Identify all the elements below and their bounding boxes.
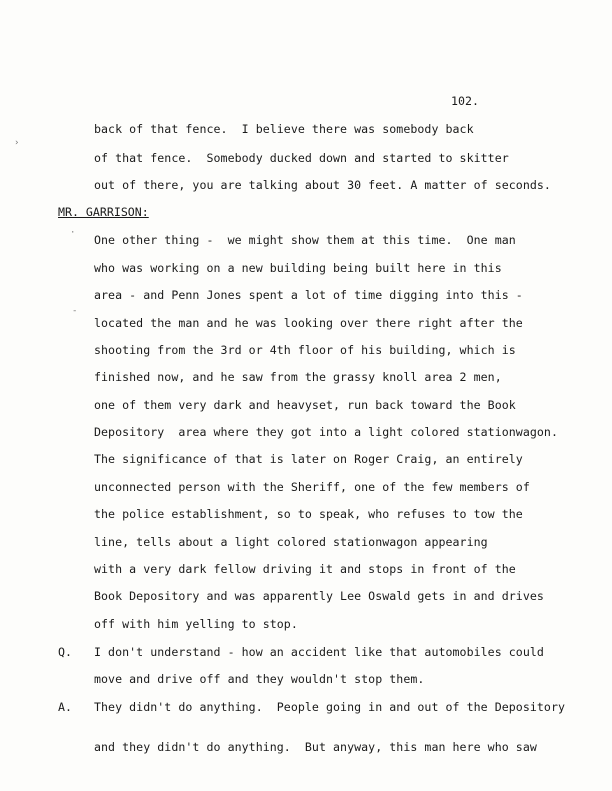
text-line: I don't understand - how an accident like that automobiles could [94,645,544,659]
margin-mark: › [14,138,20,148]
text-line: off with him yelling to stop. [94,617,298,631]
text-line: line, tells about a light colored stationwagon appearing [94,535,488,549]
text-line: one of them very dark and heavyset, run back toward the Book [94,398,516,412]
text-line: Book Depository and was apparently Lee Oswald gets in and drives [94,589,544,603]
text-line: and they didn't do anything. But anyway, this man here who saw [94,740,537,754]
margin-mark: · [70,228,76,238]
text-line: unconnected person with the Sheriff, one of the few members of [94,480,530,494]
page-number: 102. [451,94,479,108]
label-a: A. [58,700,72,714]
text-line: out of there, you are talking about 30 feet. A matter of seconds. [94,178,551,192]
text-line: of that fence. Somebody ducked down and started to skitter [94,151,509,165]
margin-mark: - [72,306,78,316]
text-line: move and drive off and they wouldn't stop them. [94,672,425,686]
text-line: finished now, and he saw from the grassy knoll area 2 men, [94,370,502,384]
text-line: the police establishment, so to speak, who refuses to tow the [94,507,523,521]
text-line: shooting from the 3rd or 4th floor of his building, which is [94,343,516,357]
text-line: area - and Penn Jones spent a lot of time digging into this - [94,288,523,302]
label-q: Q. [58,645,72,659]
text-line: who was working on a new building being built here in this [94,261,502,275]
text-line: with a very dark fellow driving it and stops in front of the [94,562,516,576]
speaker-label-garrison: MR. GARRISON: [58,205,149,219]
text-line: They didn't do anything. People going in and out of the Depository [94,700,566,714]
text-line: Depository area where they got into a light colored stationwagon. [94,425,558,439]
text-line: located the man and he was looking over there right after the [94,316,523,330]
text-line: back of that fence. I believe there was somebody back [94,122,474,136]
text-line: The significance of that is later on Roger Craig, an entirely [94,452,523,466]
text-line: One other thing - we might show them at this time. One man [94,233,516,247]
